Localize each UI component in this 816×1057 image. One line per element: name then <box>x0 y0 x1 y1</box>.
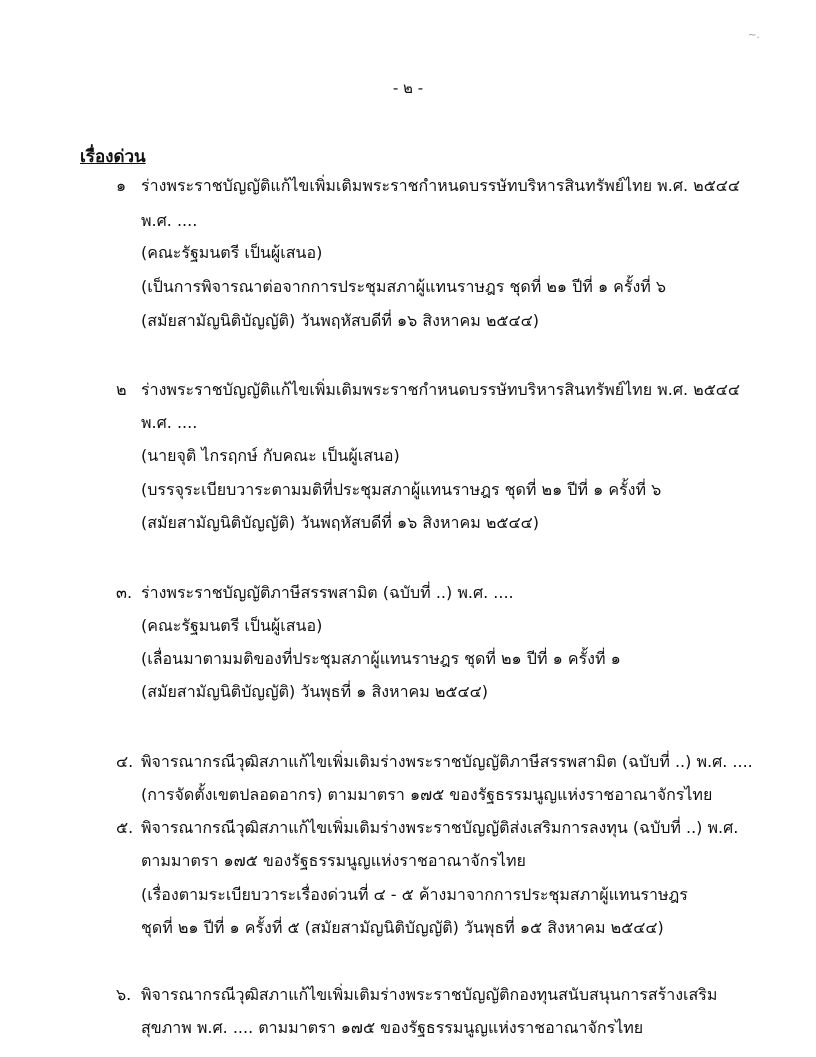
item-line: (สมัยสามัญนิติบัญญัติ) วันพฤหัสบดีที่ ๑๖ สิงหาคม ๒๕๔๔) <box>141 311 539 330</box>
item-line: พิจารณากรณีวุฒิสภาแก้ไขเพิ่มเติมร่างพระราชบัญญัติภาษีสรรพสามิต (ฉบับที่ ..) พ.ศ. .... <box>141 752 753 771</box>
item-line: ตามมาตรา ๑๗๕ ของรัฐธรรมนูญแห่งราชอาณาจักรไทย <box>141 851 526 870</box>
item-line: (คณะรัฐมนตรี เป็นผู้เสนอ) <box>141 616 323 635</box>
item-line: (สมัยสามัญนิติบัญญัติ) วันพุธที่ ๑ สิงหาคม ๒๕๔๔) <box>141 682 488 701</box>
item-number: ๔. <box>116 752 134 771</box>
item-line: (คณะรัฐมนตรี เป็นผู้เสนอ) <box>141 243 323 262</box>
item-line: (เรื่องตามระเบียบวาระเรื่องด่วนที่ ๔ - ๕ ค้างมาจากการประชุมสภาผู้แทนราษฎร <box>141 885 688 904</box>
item-number: ๑ <box>116 176 127 195</box>
item-number: ๓. <box>116 583 133 602</box>
item-line: ชุดที่ ๒๑ ปีที่ ๑ ครั้งที่ ๕ (สมัยสามัญนิติบัญญัติ) วันพุธที่ ๑๕ สิงหาคม ๒๕๔๔) <box>141 918 664 937</box>
item-line: ร่างพระราชบัญญัติแก้ไขเพิ่มเติมพระราชกำหนดบรรษัทบริหารสินทรัพย์ไทย พ.ศ. ๒๕๔๔ <box>141 380 741 399</box>
section-title: เรื่องด่วน <box>80 147 146 167</box>
item-line: (การจัดตั้งเขตปลอดอากร) ตามมาตรา ๑๗๕ ของรัฐธรรมนูญแห่งราชอาณาจักรไทย <box>141 785 713 804</box>
item-line: (เลื่อนมาตามมติของที่ประชุมสภาผู้แทนราษฎร ชุดที่ ๒๑ ปีที่ ๑ ครั้งที่ ๑ <box>141 649 621 668</box>
item-line: ร่างพระราชบัญญัติภาษีสรรพสามิต (ฉบับที่ ..) พ.ศ. .... <box>141 583 514 602</box>
item-line: (เป็นการพิจารณาต่อจากการประชุมสภาผู้แทนราษฎร ชุดที่ ๒๑ ปีที่ ๑ ครั้งที่ ๖ <box>141 277 667 296</box>
item-line: (บรรจุระเบียบวาระตามมติที่ประชุมสภาผู้แทนราษฎร ชุดที่ ๒๑ ปีที่ ๑ ครั้งที่ ๖ <box>141 480 662 499</box>
item-number: ๖. <box>116 985 132 1004</box>
item-line: สุขภาพ พ.ศ. .... ตามมาตรา ๑๗๕ ของรัฐธรรมนูญแห่งราชอาณาจักรไทย <box>141 1018 644 1037</box>
item-number: ๒ <box>116 380 127 399</box>
item-line: พิจารณากรณีวุฒิสภาแก้ไขเพิ่มเติมร่างพระราชบัญญัติส่งเสริมการลงทุน (ฉบับที่ ..) พ.ศ. <box>141 818 739 837</box>
item-line: พิจารณากรณีวุฒิสภาแก้ไขเพิ่มเติมร่างพระราชบัญญัติกองทุนสนับสนุนการสร้างเสริม <box>141 985 718 1004</box>
item-number: ๕. <box>116 818 134 837</box>
item-line: (นายจุติ ไกรฤกษ์ กับคณะ เป็นผู้เสนอ) <box>141 446 400 465</box>
page-number: - ๒ - <box>392 79 424 97</box>
item-line: ร่างพระราชบัญญัติแก้ไขเพิ่มเติมพระราชกำหนดบรรษัทบริหารสินทรัพย์ไทย พ.ศ. ๒๕๔๔ <box>141 176 741 195</box>
item-line: (สมัยสามัญนิติบัญญัติ) วันพฤหัสบดีที่ ๑๖ สิงหาคม ๒๕๔๔) <box>141 513 539 532</box>
item-line: พ.ศ. .... <box>141 211 198 230</box>
scan-mark: ~. <box>748 30 760 41</box>
item-line: พ.ศ. .... <box>141 413 198 432</box>
